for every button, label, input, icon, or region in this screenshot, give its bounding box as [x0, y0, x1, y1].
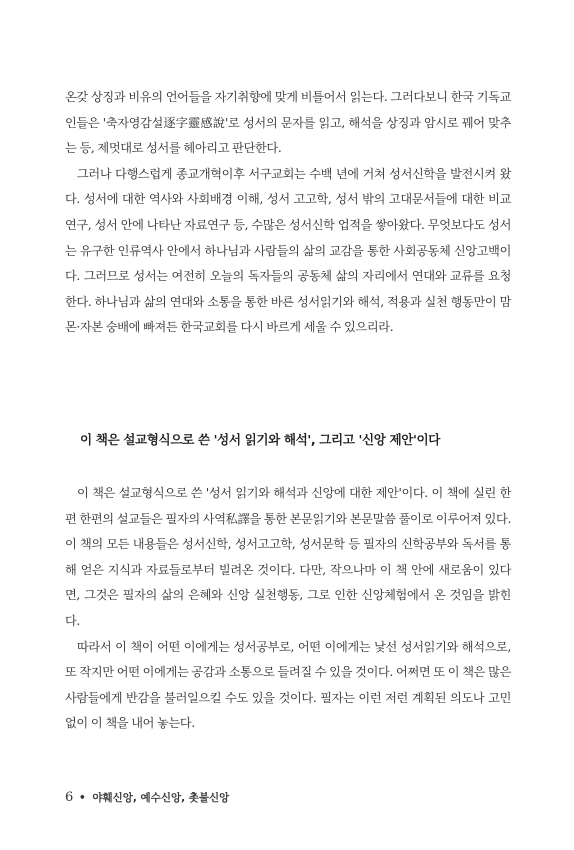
paragraph: 이 책은 설교형식으로 쓴 '성서 읽기와 해석과 신앙에 대한 제안'이다. 이 책에 실린 한편 한편의 설교들은 필자의 사역私譯을 통한 본문읽기와 본문말씀 풀이로 이루어져 있다. 이 책의 모든 내용들은 성서신학, 성서고고학, 성서문학 등 필자의 신학공부와 독서를 통해 얻은 지식과 자료들로부터 빌려온 것이다. 다만, 작으나마 이 책 안에 새로움이 있다면, 그것은 필자의 삶의 은혜와 신앙 실천행동, 그로 인한 신앙체험에서 온 것임을 밝힌다. — [65, 486, 511, 628]
paragraph: 온갖 상징과 비유의 언어들을 자기취향에 맞게 비틀어서 읽는다. 그러다보니 한국 기독교인들은 '축자영감설逐字靈感說'로 성서의 문자를 읽고, 해석을 상징과 암시로 꿰어 맞추는 등, 제멋대로 성서를 헤아리고 판단한다. — [65, 90, 511, 156]
paragraph: 따라서 이 책이 어떤 이에게는 성서공부로, 어떤 이에게는 낯선 성서읽기와 해석으로, 또 작지만 어떤 이에게는 공감과 소통으로 들려질 수 있을 것이다. 어쩌면 또 이 책은 많은 사람들에게 반감을 불러일으킬 수도 있을 것이다. 필자는 이런 저런 계획된 의도나 고민 없이 이 책을 내어 놓는다. — [65, 639, 511, 731]
running-title: 야훼신앙, 예수신앙, 촛불신앙 — [92, 792, 230, 804]
main-text-block — [65, 481, 511, 737]
page-footer — [65, 790, 229, 805]
intro-text-block — [65, 85, 511, 341]
page-number: 6 — [65, 790, 74, 805]
paragraph: 그러나 다행스럽게 종교개혁이후 서구교회는 수백 년에 거쳐 성서신학을 발전시켜 왔다. 성서에 대한 역사와 사회배경 이해, 성서 고고학, 성서 밖의 고대문서들에 대한 비교연구, 성서 안에 나타난 자료연구 등, 수많은 성서신학 업적을 쌓아왔다. 무엇보다도 성서는 유구한 인류역사 안에서 하나님과 사람들의 삶의 교감을 통한 사회공동체 신앙고백이다. 그러므로 성서는 여전히 오늘의 독자들의 공동체 삶의 자리에서 연대와 교류를 요청한다. 하나님과 삶의 연대와 소통을 통한 바른 성서읽기와 해석, 적용과 실천 행동만이 맘몬·자본 숭배에 빠져든 한국교회를 다시 바르게 세울 수 있으리라. — [65, 166, 511, 335]
section-heading: 이 책은 설교형식으로 쓴 '성서 읽기와 해석', 그리고 '신앙 제안'이다 — [80, 432, 440, 447]
bullet-separator: • — [78, 792, 86, 804]
